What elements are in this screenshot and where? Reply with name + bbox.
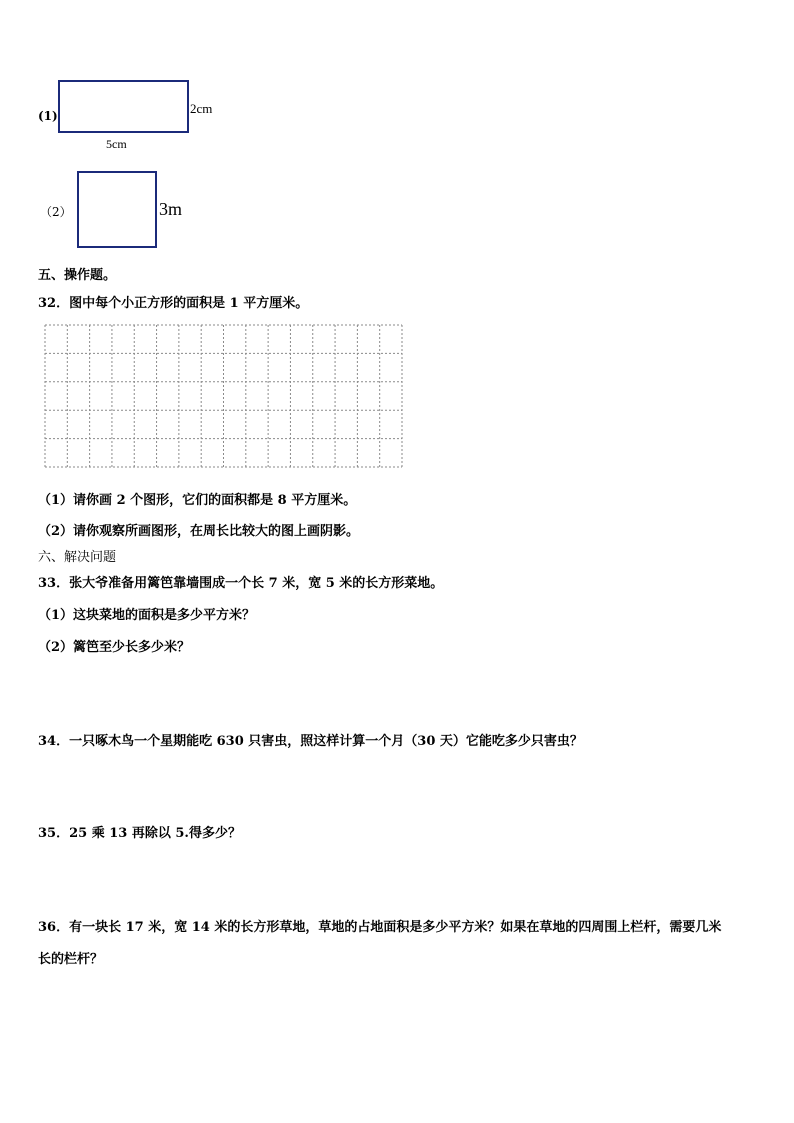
section-5-title: 五、操作题。: [38, 268, 117, 283]
question-36-line-1: 36．有一块长 17 米，宽 14 米的长方形草地，草地的占地面积是多少平方米？如果在草地的四周围上栏杆，需要几米: [38, 920, 722, 935]
figure-2-square: [77, 171, 157, 248]
question-36-line-2: 长的栏杆？: [38, 952, 104, 967]
question-35-stem: 35．25 乘 13 再除以 5.得多少？: [38, 826, 241, 841]
question-32-sub2: （2）请你观察所画图形，在周长比较大的图上画阴影。: [38, 524, 360, 539]
figure-2-side-label: 3m: [159, 199, 183, 219]
figure-1-height-label: 2cm: [190, 101, 213, 116]
question-32-sub1: （1）请你画 2 个图形，它们的面积都是 8 平方厘米。: [38, 493, 357, 508]
question-34-stem: 34．一只啄木鸟一个星期能吃 630 只害虫，照这样计算一个月（30 天）它能吃多少只害虫？: [38, 734, 583, 749]
figure-1-label: (1): [38, 109, 58, 123]
square-grid: [44, 324, 404, 469]
question-32-stem: 32．图中每个小正方形的面积是 1 平方厘米。: [38, 296, 309, 311]
question-33-stem: 33．张大爷准备用篱笆靠墙围成一个长 7 米，宽 5 米的长方形菜地。: [38, 576, 444, 591]
question-33-sub2: （2）篱笆至少长多少米？: [38, 640, 191, 655]
figure-1-width-label: 5cm: [106, 137, 127, 151]
question-33-sub1: （1）这块菜地的面积是多少平方米？: [38, 608, 256, 623]
figure-2-label: （2）: [40, 205, 72, 219]
figure-1-rectangle: [58, 80, 189, 133]
section-6-title: 六、解决问题: [38, 550, 117, 565]
